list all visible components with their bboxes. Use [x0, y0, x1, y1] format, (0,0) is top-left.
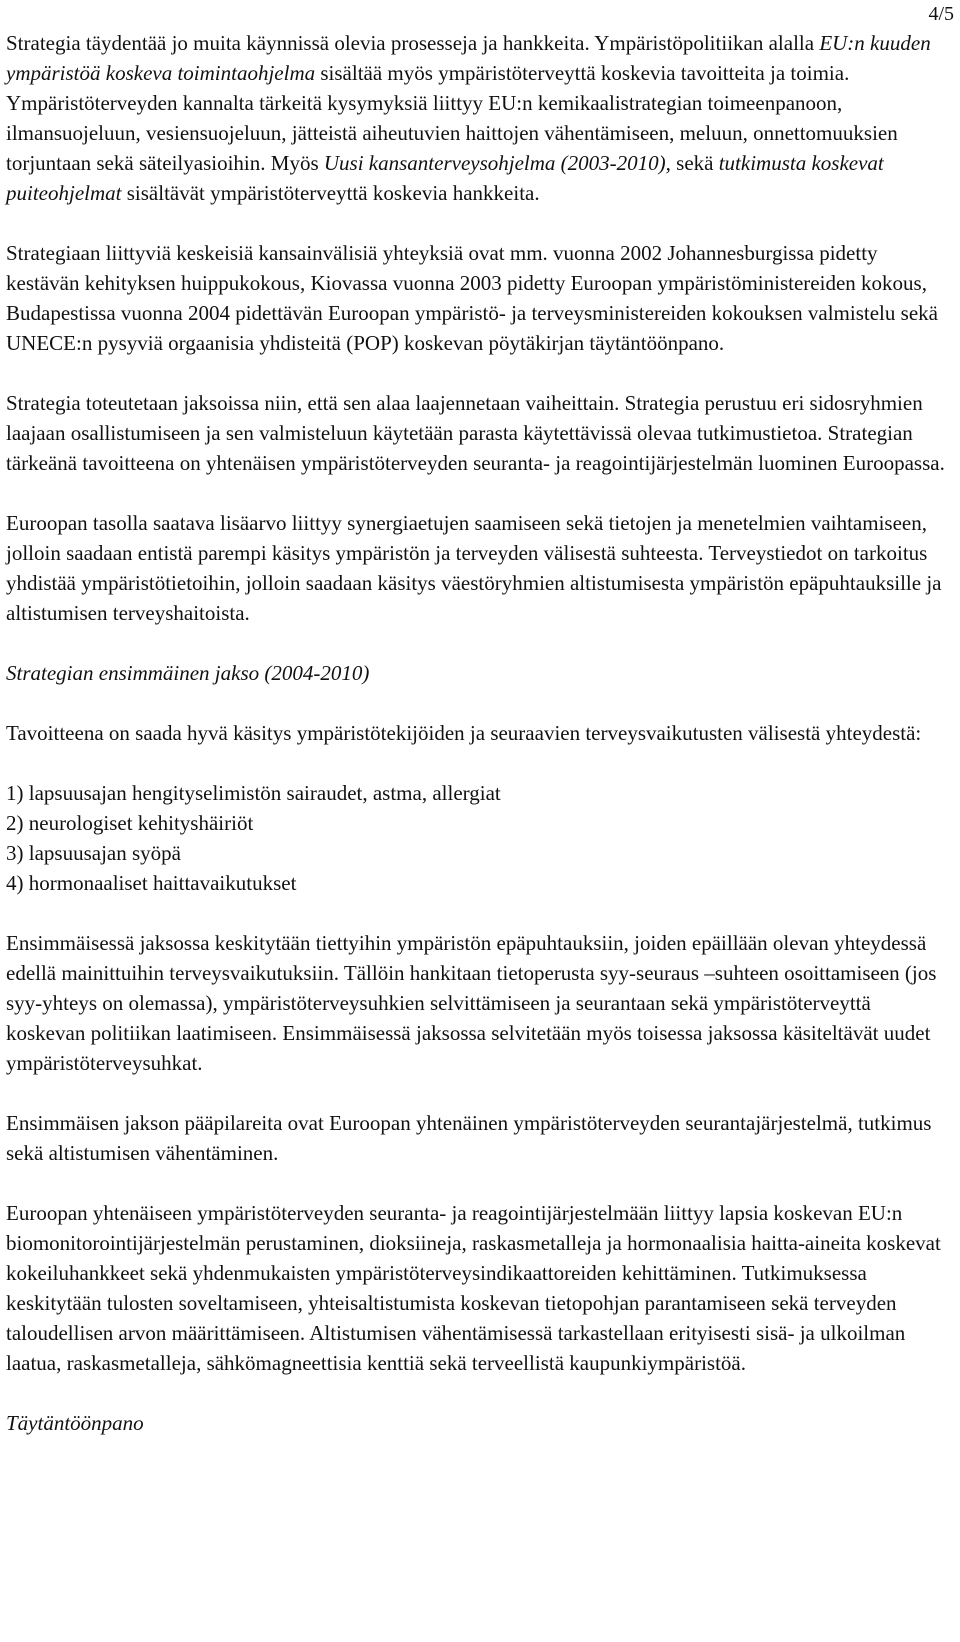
paragraph-4: Euroopan tasolla saatava lisäarvo liittyy synergiaetujen saamiseen sekä tietojen ja menetelmien vaihtamiseen, jolloin saadaan entistä parempi käsitys ympäristön ja terveyden välisestä suhteesta. Terveystiedot on tarkoitus yhdistää ympäristötietoihin, jolloin saadaan käsitys väestöryhmien altistumisesta ympäristön epäpuhtauksille ja altistumisen terveyshaitoista.	[6, 511, 942, 625]
paragraph-1-text-c: sekä	[670, 151, 719, 175]
list-item: 1) lapsuusajan hengityselimistön sairaudet, astma, allergiat	[6, 781, 501, 805]
document-body	[6, 28, 952, 1438]
paragraph-1-text-d: sisältävät ympäristöterveyttä koskevia hankkeita.	[121, 181, 540, 205]
paragraph-6: Ensimmäisessä jaksossa keskitytään tiettyihin ympäristön epäpuhtauksiin, joiden epäillään olevan yhteydessä edellä mainittuihin terveysvaikutuksiin. Tällöin hankitaan tietoperusta syy-seuraus –suhteen osoittamiseen (jos syy-yhteys on olemassa), ympäristöterveysuhkien selvittämiseen ja seurantaan sekä ympäristöterveyttä koskevan politiikan laatimiseen. Ensimmäisessä jaksossa selvitetään myös toisessa jaksossa käsiteltävät uudet ympäristöterveysuhkat.	[6, 931, 937, 1075]
paragraph-3: Strategia toteutetaan jaksoissa niin, että sen alaa laajennetaan vaiheittain. Strategia perustuu eri sidosryhmien laajaan osallistumiseen ja sen valmisteluun käytetään parasta käytettävissä olevaa tutkimustietoa. Strategian tärkeänä tavoitteena on yhtenäisen ympäristöterveyden seuranta- ja reagointijärjestelmän luominen Euroopassa.	[6, 391, 945, 475]
paragraph-2: Strategiaan liittyviä keskeisiä kansainvälisiä yhteyksiä ovat mm. vuonna 2002 Johannesburgissa pidetty kestävän kehityksen huippukokous, Kiovassa vuonna 2003 pidetty Euroopan ympäristöministereiden kokous, Budapestissa vuonna 2004 pidettävän Euroopan ympäristö- ja terveysministereiden kokouksen valmistelu sekä UNECE:n pysyviä orgaanisia yhdisteitä (POP) koskevan pöytäkirjan täytäntöönpano.	[6, 241, 938, 355]
paragraph-1-italic-c: tutkimusta koskevat puiteohjelmat	[6, 151, 884, 205]
paragraph-7: Ensimmäisen jakson pääpilareita ovat Euroopan yhtenäinen ympäristöterveyden seurantajärjestelmä, tutkimus sekä altistumisen vähentäminen.	[6, 1111, 932, 1165]
list-item: 3) lapsuusajan syöpä	[6, 841, 181, 865]
page-number: 4/5	[928, 3, 954, 25]
section-heading-first-period: Strategian ensimmäinen jakso (2004-2010)	[6, 661, 370, 685]
list-item: 4) hormonaaliset haittavaikutukset	[6, 871, 297, 895]
list-item: 2) neurologiset kehityshäiriöt	[6, 811, 254, 835]
paragraph-1-text-a: Strategia täydentää jo muita käynnissä olevia prosesseja ja hankkeita. Ympäristöpolitiikan alalla	[6, 31, 820, 55]
paragraph-1-text-b: sisältää myös ympäristöterveyttä koskevia tavoitteita ja toimia. Ympäristöterveyden kannalta tärkeitä kysymyksiä liittyy EU:n kemikaalistrategian toimeenpanoon, ilmansuojeluun, vesiensuojeluun, jätteistä aiheutuvien haittojen vähentämiseen, meluun, onnettomuuksien torjuntaan sekä säteilyasioihin. Myös	[6, 61, 898, 175]
paragraph-1	[6, 28, 952, 208]
health-effects-list	[6, 778, 952, 898]
paragraph-1-italic-a: EU:n kuuden ympäristöä koskeva toimintaohjelma	[6, 31, 931, 85]
paragraph-5: Tavoitteena on saada hyvä käsitys ympäristötekijöiden ja seuraavien terveysvaikutusten välisestä yhteydestä:	[6, 721, 922, 745]
paragraph-1-italic-b: Uusi kansanterveysohjelma (2003-2010),	[323, 151, 671, 175]
paragraph-8: Euroopan yhtenäiseen ympäristöterveyden seuranta- ja reagointijärjestelmään liittyy lapsia koskevan EU:n biomonitorointijärjestelmän perustaminen, dioksiineja, raskasmetalleja ja hormonaalisia haitta-aineita koskevat kokeiluhankkeet sekä yhdenmukaisten ympäristöterveysindikaattoreiden kehittäminen. Tutkimuksessa keskitytään tulosten soveltamiseen, yhteisaltistumista koskevan tietopohjan parantamiseen sekä terveyden taloudellisen arvon määrittämiseen. Altistumisen vähentämisessä tarkastellaan erityisesti sisä- ja ulkoilman laatua, raskasmetalleja, sähkömagneettisia kenttiä sekä terveellistä kaupunkiympäristöä.	[6, 1201, 941, 1375]
section-heading-implementation: Täytäntöönpano	[6, 1411, 144, 1435]
